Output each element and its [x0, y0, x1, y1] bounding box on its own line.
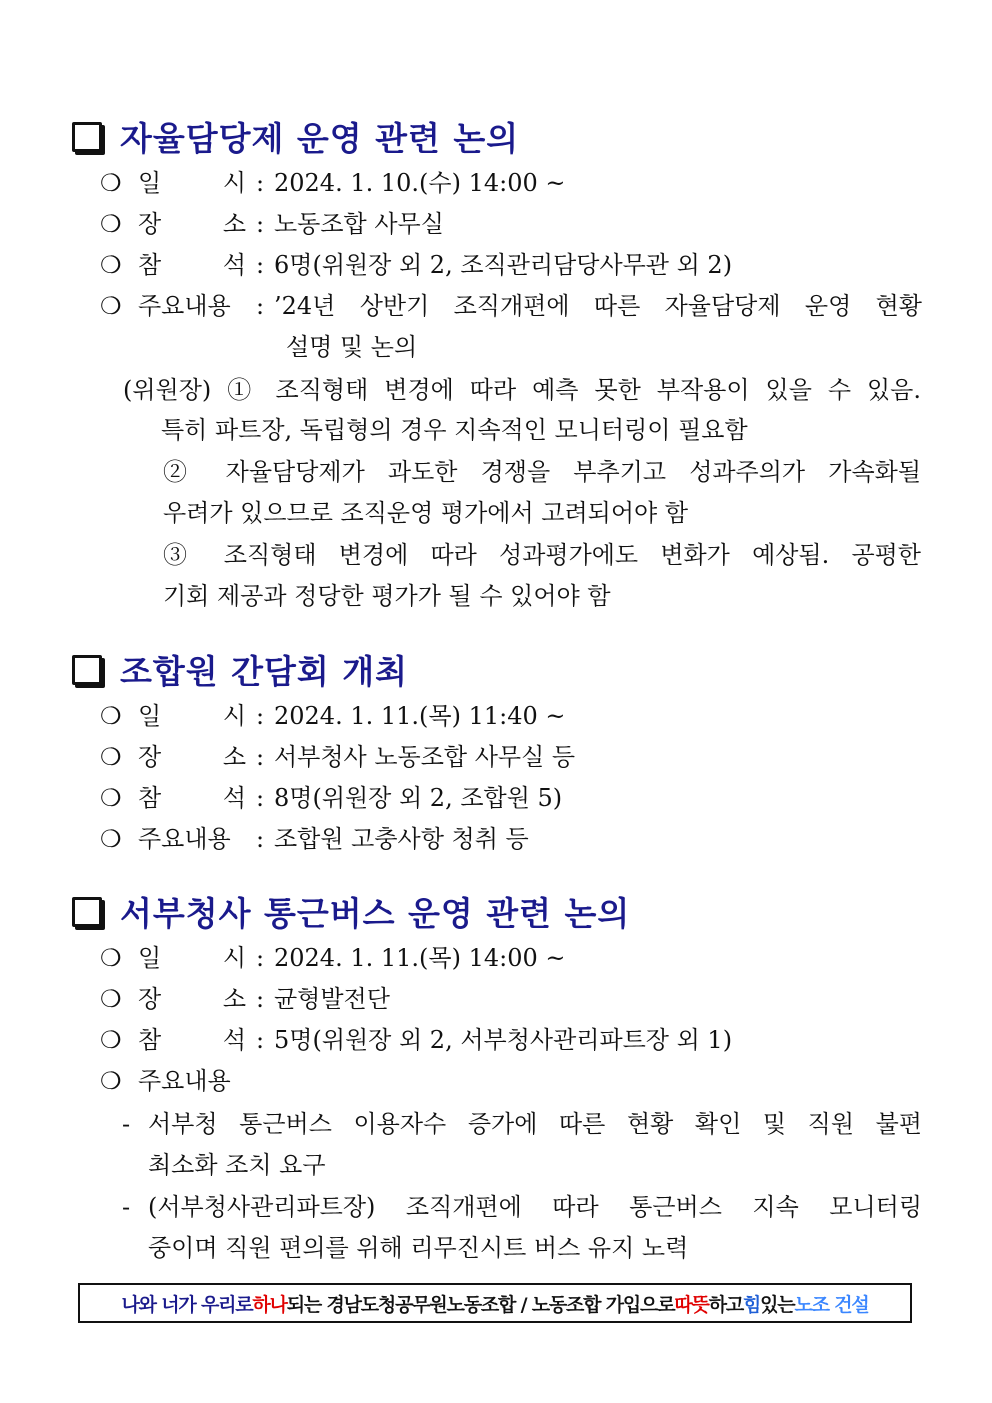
item-label: 참 석: [138, 784, 246, 812]
item-value: 2024. 1. 10.(수) 14:00 ~: [274, 169, 566, 197]
circle-bullet-icon: ❍: [100, 985, 122, 1013]
checkbox-square-icon: [72, 897, 102, 927]
item-label: 장 소: [138, 210, 246, 238]
info-item-place: ❍ 장 소 : 균형발전단: [100, 985, 390, 1013]
circle-bullet-icon: ❍: [100, 169, 122, 197]
info-item-attendees: ❍ 참 석 : 5명(위원장 외 2, 서부청사관리파트장 외 1): [100, 1026, 733, 1054]
bullet-item-continued: 최소화 조치 요구: [148, 1151, 326, 1179]
slogan-part: 있는: [760, 1293, 795, 1316]
section-title-3: 서부청사 통근버스 운영 관련 논의: [72, 888, 630, 935]
item-value: 5명(위원장 외 2, 서부청사관리파트장 외 1): [274, 1026, 733, 1054]
slogan-part: 되는 경남도청공무원노동조합 / 노동조합 가입으로: [286, 1293, 675, 1316]
circle-bullet-icon: ❍: [100, 944, 122, 972]
bullet-item: - (서부청사관리파트장) 조직개편에 따라 통근버스 지속 모니터링: [122, 1193, 922, 1221]
slogan-part: 나와 너가 우리로: [121, 1293, 253, 1316]
item-value-continued: 설명 및 논의: [286, 333, 418, 361]
slogan-part: 하나: [252, 1293, 287, 1316]
footer-slogan-box: [78, 1283, 912, 1323]
remark-line: 특히 파트장, 독립형의 경우 지속적인 모니터링이 필요함: [161, 416, 748, 444]
remark-line: (위원장) ① 조직형태 변경에 따라 예측 못한 부작용이 있을 수 있음.: [123, 376, 921, 404]
info-item-place: ❍ 장 소 : 노동조합 사무실: [100, 210, 444, 238]
info-item-content: ❍ 주요내용 : 조합원 고충사항 청취 등: [100, 825, 529, 853]
circle-bullet-icon: ❍: [100, 251, 122, 279]
slogan-part: 힘: [743, 1293, 761, 1316]
item-value: 조합원 고충사항 청취 등: [274, 825, 529, 853]
checkbox-square-icon: [72, 122, 102, 152]
info-item-attendees: ❍ 참 석 : 8명(위원장 외 2, 조합원 5): [100, 784, 563, 812]
slogan-part: 따뜻: [674, 1293, 709, 1316]
circle-bullet-icon: ❍: [100, 292, 122, 320]
dash-bullet-icon: -: [122, 1110, 131, 1138]
info-item-date: ❍ 일 시 : 2024. 1. 11.(목) 14:00 ~: [100, 944, 566, 972]
info-item-content: ❍ 주요내용 : ’24년 상반기 조직개편에 따른 자율담당제 운영 현황: [100, 292, 922, 320]
item-value: 2024. 1. 11.(목) 14:00 ~: [274, 944, 566, 972]
item-label: 일 시: [138, 944, 246, 972]
info-item-content: [100, 1066, 231, 1096]
item-label: 참 석: [138, 1026, 246, 1054]
remark-line: 우려가 있으므로 조직운영 평가에서 고려되어야 함: [163, 499, 689, 527]
circle-bullet-icon: ❍: [100, 825, 122, 853]
checkbox-square-icon: [72, 655, 102, 685]
circle-bullet-icon: ❍: [100, 210, 122, 238]
bullet-item-continued: 중이며 직원 편의를 위해 리무진시트 버스 유지 노력: [148, 1234, 689, 1262]
slogan-part: 하고: [708, 1293, 743, 1316]
item-label: 일 시: [138, 169, 246, 197]
circle-bullet-icon: ❍: [100, 702, 122, 730]
section-title-2: 조합원 간담회 개최: [72, 646, 408, 693]
circle-bullet-icon: ❍: [100, 1026, 122, 1054]
item-value: 2024. 1. 11.(목) 11:40 ~: [274, 702, 566, 730]
dash-bullet-icon: -: [122, 1193, 131, 1221]
item-label: 장 소: [138, 985, 246, 1013]
info-item-date: ❍ 일 시 : 2024. 1. 10.(수) 14:00 ~: [100, 169, 566, 197]
circle-bullet-icon: ❍: [100, 743, 122, 771]
item-value: 6명(위원장 외 2, 조직관리담당사무관 외 2): [274, 251, 733, 279]
bullet-item: - 서부청 통근버스 이용자수 증가에 따른 현황 확인 및 직원 불편: [122, 1110, 922, 1138]
item-value: 균형발전단: [274, 985, 390, 1013]
remark-line: 기회 제공과 정당한 평가가 될 수 있어야 함: [163, 582, 611, 610]
item-label: 장 소: [138, 743, 246, 771]
info-item-place: ❍ 장 소 : 서부청사 노동조합 사무실 등: [100, 743, 576, 771]
item-label: 참 석: [138, 251, 246, 279]
item-value: 노동조합 사무실: [274, 210, 444, 238]
info-item-date: ❍ 일 시 : 2024. 1. 11.(목) 11:40 ~: [100, 702, 566, 730]
circle-bullet-icon: ❍: [100, 1067, 122, 1095]
item-label: 주요내용: [138, 825, 231, 853]
remark-line: ③ 조직형태 변경에 따라 성과평가에도 변화가 예상됨. 공평한: [163, 541, 921, 569]
item-label: 주요내용: [138, 1067, 231, 1095]
item-label: 일 시: [138, 702, 246, 730]
slogan-part: 노조 건설: [794, 1293, 869, 1316]
info-item-attendees: ❍ 참 석 : 6명(위원장 외 2, 조직관리담당사무관 외 2): [100, 251, 733, 279]
circle-bullet-icon: ❍: [100, 784, 122, 812]
section-title-1: 자율담당제 운영 관련 논의: [72, 113, 519, 160]
remark-line: ② 자율담당제가 과도한 경쟁을 부추기고 성과주의가 가속화될: [163, 458, 921, 486]
item-label: 주요내용: [138, 292, 231, 320]
item-value: 8명(위원장 외 2, 조합원 5): [274, 784, 563, 812]
item-value: ’24년 상반기 조직개편에 따른 자율담당제 운영 현황: [274, 292, 922, 320]
item-value: 서부청사 노동조합 사무실 등: [274, 743, 576, 771]
